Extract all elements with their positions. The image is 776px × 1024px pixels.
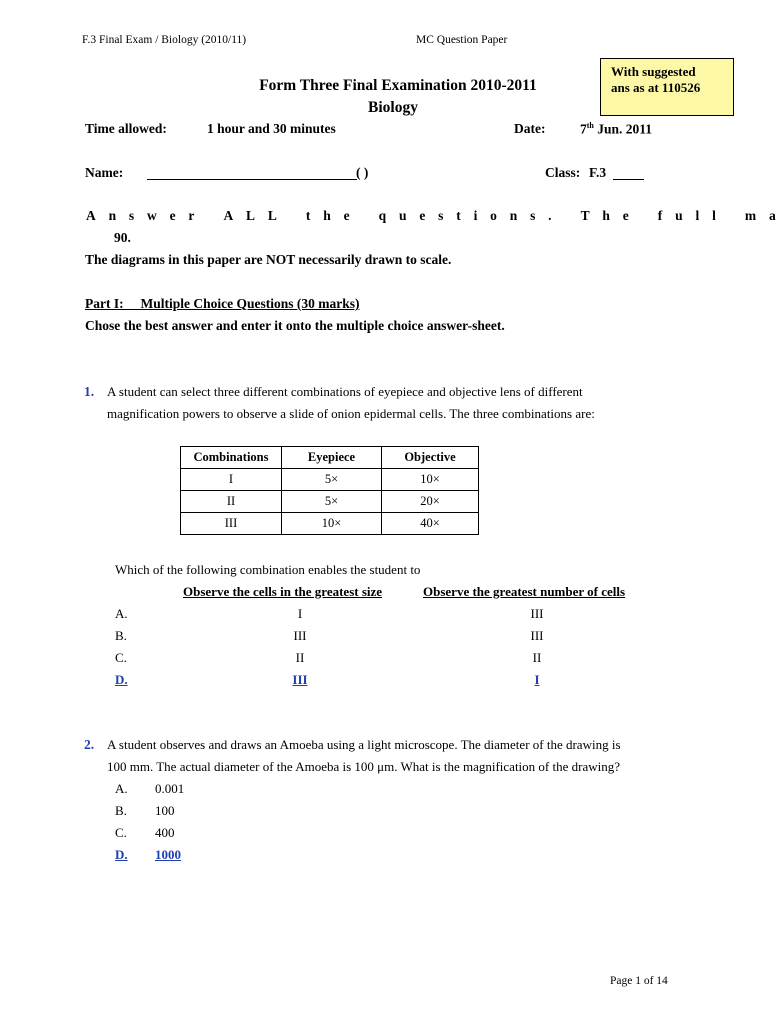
class-number-paren: ( ) (356, 165, 369, 180)
subject-title: Biology (368, 99, 418, 116)
instruction-spaced-line (86, 208, 776, 224)
combinations-table (180, 446, 479, 535)
option-col2-value: III (530, 606, 544, 621)
time-label: Time allowed: (85, 121, 167, 136)
class-blank-line (613, 164, 644, 180)
part-heading: Part I: Multiple Choice Questions (30 marks) (85, 296, 360, 311)
question-2-line1: A student observes and draws an Amoeba using a light microscope. The diameter of the drawing is (107, 737, 621, 752)
spaced-char: T (580, 208, 590, 223)
table-cell: I (181, 469, 282, 491)
spaced-char: a (768, 208, 776, 223)
spaced-char: i (473, 208, 478, 223)
spaced-char: A (86, 208, 96, 223)
header-left: F.3 Final Exam / Biology (2010/11) (82, 34, 247, 46)
question-2-number: 2. (84, 737, 95, 752)
table-cell: 10× (382, 469, 479, 491)
spaced-char: u (398, 208, 407, 223)
option-letter: B. (115, 803, 127, 818)
table-header-cell: Eyepiece (282, 447, 382, 469)
spaced-char: . (548, 208, 552, 223)
spaced-char (564, 208, 567, 224)
question-1-stem: Which of the following combination enables the student to (115, 562, 421, 577)
spaced-char: m (744, 208, 757, 223)
option-column-1-heading: Observe the cells in the greatest size (183, 584, 383, 599)
instruction-continued: 90. (114, 230, 131, 245)
date-label: Date: (514, 121, 546, 136)
option-col1-value: I (297, 606, 303, 621)
class-label: Class: (545, 165, 581, 180)
spaced-char: e (169, 208, 176, 223)
spaced-char: s (128, 208, 135, 223)
answer-col1-wrap (280, 672, 320, 688)
spaced-char: s (438, 208, 444, 223)
spaced-char: l (712, 208, 716, 223)
spaced-char: L (267, 208, 277, 223)
option-letter: C. (115, 825, 127, 840)
spaced-char: e (419, 208, 426, 223)
header-right: MC Question Paper (416, 34, 508, 46)
spaced-char: r (188, 208, 195, 223)
page-number: Page 1 of 14 (610, 975, 668, 987)
answer-col2-value: I (534, 672, 540, 687)
option-letter: C. (115, 650, 127, 665)
spaced-char (290, 208, 293, 224)
option-letter: A. (115, 606, 128, 621)
diagram-note: The diagrams in this paper are NOT necessarily drawn to scale. (85, 252, 452, 267)
table-row (181, 491, 479, 513)
exam-title: Form Three Final Examination 2010-2011 (259, 77, 537, 94)
question-1-line2: magnification powers to observe a slide of onion epidermal cells. The three combinations are: (107, 406, 595, 421)
table-cell: 5× (282, 469, 382, 491)
spaced-char (642, 208, 645, 224)
table-header-cell: Objective (382, 447, 479, 469)
answer-option-letter: D. (115, 672, 128, 687)
spaced-char: t (305, 208, 311, 223)
option-letter: B. (115, 628, 127, 643)
table-header-cell: Combinations (181, 447, 282, 469)
date-value: 7th Jun. 2011 (580, 121, 653, 137)
answer-col1-value: III (292, 672, 308, 687)
spaced-char (207, 208, 210, 224)
table-header-row (181, 447, 479, 469)
answer-option-value: 1000 (155, 847, 181, 862)
spaced-char: L (246, 208, 256, 223)
spaced-char: A (223, 208, 234, 223)
spaced-char: t (456, 208, 461, 223)
spaced-char (729, 208, 732, 224)
choose-instruction: Chose the best answer and enter it onto the multiple choice answer-sheet. (85, 318, 505, 333)
answer-col2-wrap (517, 672, 557, 688)
question-1-line1: A student can select three different combinations of eyepiece and objective lens of different (107, 384, 583, 399)
spaced-char: l (695, 208, 700, 223)
table-cell: II (181, 491, 282, 513)
name-label: Name: (85, 165, 124, 180)
option-value: 400 (155, 825, 175, 840)
table-row (181, 513, 479, 535)
table-row (181, 469, 479, 491)
spaced-char (362, 208, 365, 224)
time-value: 1 hour and 30 minutes (207, 121, 336, 136)
spaced-char: s (530, 208, 536, 223)
option-col1-value: II (295, 650, 305, 665)
spaced-char: o (490, 208, 497, 223)
spaced-char: e (343, 208, 350, 223)
spaced-char: n (108, 208, 117, 223)
table-cell: III (181, 513, 282, 535)
spaced-char: f (657, 208, 663, 223)
option-column-2-heading: Observe the greatest number of cells (423, 584, 626, 599)
question-1-number: 1. (84, 384, 95, 399)
option-letter: A. (115, 781, 128, 796)
option-col2-value: II (532, 650, 542, 665)
spaced-char: e (622, 208, 629, 223)
spaced-char: u (675, 208, 683, 223)
table-cell: 10× (282, 513, 382, 535)
option-col1-value: III (293, 628, 307, 643)
answer-option-letter: D. (115, 847, 128, 862)
table-cell: 5× (282, 491, 382, 513)
option-col2-value: III (530, 628, 544, 643)
spaced-char: h (323, 208, 331, 223)
table-cell: 40× (382, 513, 479, 535)
badge-line2: ans as at 110526 (611, 80, 701, 95)
spaced-char: n (509, 208, 518, 223)
badge-line1: With suggested (611, 64, 696, 79)
option-value: 100 (155, 803, 175, 818)
option-value: 0.001 (155, 781, 185, 796)
spaced-char: h (602, 208, 610, 223)
question-2-line2: 100 mm. The actual diameter of the Amoeba is 100 μm. What is the magnification of the drawing? (107, 759, 620, 774)
table-cell: 20× (382, 491, 479, 513)
spaced-char: q (378, 208, 387, 223)
class-value: F.3 (589, 165, 607, 180)
spaced-char: w (147, 208, 157, 223)
name-blank-line (147, 164, 357, 180)
